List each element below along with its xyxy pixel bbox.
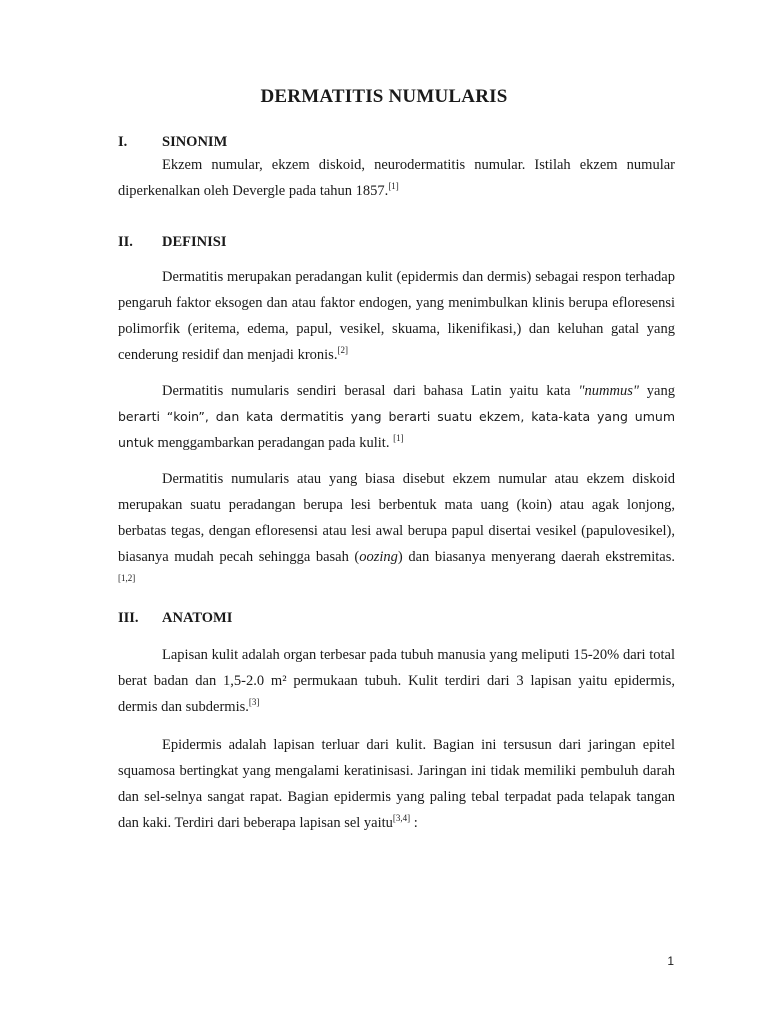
paragraph-text: yang: [638, 383, 675, 399]
citation-ref: [3,4]: [392, 813, 411, 824]
paragraph-text: Dermatitis numularis atau yang biasa disebut ekzem numular atau ekzem diskoid merupakan suatu peradangan berupa lesi berbentuk mata uang (koin) atau agak lonjong, berbatas tegas, dengan efloresensi atau lesi awal berupa papul disertai vesikel (papulovesikel), biasanya mudah pecah sehingga basah (: [118, 471, 675, 565]
citation-ref: [1]: [393, 433, 404, 444]
section-title: ANATOMI: [162, 610, 233, 626]
section-heading-anatomi: [118, 610, 232, 627]
latin-term: "nummus": [578, 383, 639, 399]
paragraph-text: Dermatitis merupakan peradangan kulit (epidermis dan dermis) sebagai respon terhadap pengaruh faktor eksogen dan atau faktor endogen, yang menimbulkan klinis berupa efloresensi polimorfik (eritema, edema, papul, vesikel, skuama, likenifikasi,) dan keluhan gatal yang cenderung residif dan menjadi kronis.: [118, 269, 675, 363]
section-title: DEFINISI: [162, 234, 227, 250]
section-heading-sinonim: [118, 134, 227, 151]
paragraph-text: Ekzem numular, ekzem diskoid, neurodermatitis numular. Istilah ekzem numular diperkenalkan oleh Devergle pada tahun 1857.: [118, 157, 675, 199]
paragraph-text: Dermatitis numularis sendiri berasal dari bahasa Latin yaitu kata: [162, 383, 579, 399]
citation-ref: [3]: [248, 697, 260, 708]
citation-ref: [1,2]: [118, 573, 136, 584]
paragraph-text-sans: berarti “koin”, dan kata dermatitis yang berarti suatu ekzem, kata-kata yang umum untuk: [118, 409, 675, 450]
paragraph-text: Epidermis adalah lapisan terluar dari kulit. Bagian ini tersusun dari jaringan epitel squamosa bertingkat yang mengalami keratinisasi. Jaringan ini tidak memiliki pembuluh darah dan sel-selnya sangat rapat. Bagian epidermis yang paling tebal terpadat pada telapak tangan dan kaki. Terdiri dari beberapa lapisan sel yaitu: [118, 737, 675, 831]
paragraph-definisi-3: [118, 466, 675, 596]
paragraph-text: menggambarkan peradangan pada kulit.: [153, 435, 394, 451]
paragraph-anatomi-2: [118, 732, 675, 836]
section-numeral: I.: [118, 134, 128, 150]
paragraph-text: :: [410, 815, 418, 831]
paragraph-definisi-1: [118, 264, 675, 368]
section-numeral: II.: [118, 234, 133, 250]
page-number: 1: [667, 954, 674, 968]
paragraph-text: ) dan biasanya menyerang daerah ekstremitas.: [397, 549, 675, 565]
section-numeral: III.: [118, 610, 139, 626]
paragraph-definisi-2: [118, 378, 675, 456]
italic-term: oozing: [359, 549, 398, 565]
paragraph-text: Lapisan kulit adalah organ terbesar pada tubuh manusia yang meliputi 15-20% dari total berat badan dan 1,5-2.0 m² permukaan tubuh. Kulit terdiri dari 3 lapisan yaitu epidermis, dermis dan subdermis.: [118, 647, 675, 715]
paragraph-anatomi-1: [118, 642, 675, 720]
citation-ref: [2]: [337, 345, 348, 356]
paragraph-sinonim: [118, 152, 675, 204]
section-title: SINONIM: [162, 134, 228, 150]
citation-ref: [1]: [388, 181, 399, 192]
document-title: DERMATITIS NUMULARIS: [260, 86, 508, 107]
section-heading-definisi: [118, 234, 226, 251]
